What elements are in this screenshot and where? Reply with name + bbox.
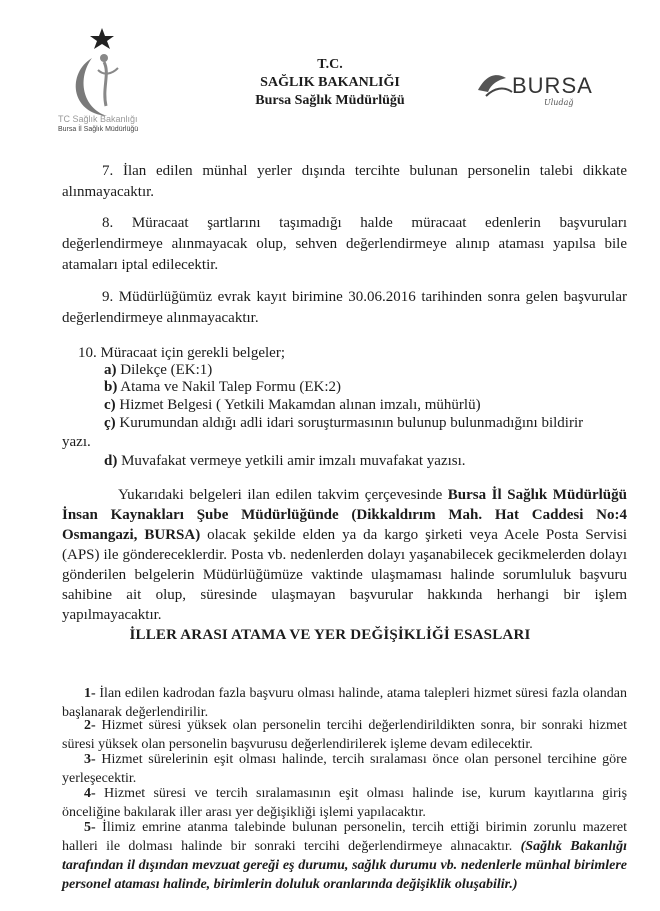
required-doc-cc-continuation: yazı.: [62, 434, 91, 450]
required-doc-cc: ç) Kurumundan aldığı adli idari soruşturmasının bulunup bulunmadığını bildirir: [104, 415, 584, 431]
bursa-logo-tagline: Uludağ: [544, 98, 574, 107]
header-tc: T.C.: [317, 57, 343, 72]
required-doc-b: b) Atama ve Nakil Talep Formu (EK:2): [104, 379, 341, 395]
bursa-logo: [476, 70, 596, 110]
rule-4: 4- Hizmet süresi ve tercih sıralamasının eşit olması halinde ise, kurum kayıtlarına giriş önceliğine bakılarak iller arası yer değişikliği işlemi yapılacaktır.: [62, 786, 628, 820]
rule-5: 5- İlimiz emrine atanma talebinde bulunan personelin, tercih ettiği birimin zorunlu mazeret halleri ile dolması halinde bir sonraki tercihi değerlendirmeye alınacaktır. (Sağlık Bakanlığı tarafından il dışından mevzuat gereği eş durumu, sağlık durumu vb. nedenlerle münhal birimlere personel ataması halinde, birimlerin doluluk oranlarında değişiklik oluşabilir.): [62, 820, 627, 892]
section-title: İLLER ARASI ATAMA VE YER DEĞİŞİKLİĞİ ESASLARI: [129, 627, 531, 643]
logo-text-directorate: Bursa İl Sağlık Müdürlüğü: [58, 126, 139, 133]
header-ministry: SAĞLIK BAKANLIĞI: [260, 75, 400, 90]
rule-3: 3- Hizmet sürelerinin eşit olması halinde, tercih sıralaması önce olan personel tercihine göre yerleşecektir.: [62, 752, 628, 786]
bursa-emblem-icon: [476, 70, 514, 100]
paragraph-10-title: 10. Müracaat için gerekli belgeler;: [78, 345, 285, 361]
bursa-logo-text: BURSA: [512, 73, 593, 98]
required-doc-a: a) Dilekçe (EK:1): [104, 362, 213, 378]
paragraph-8: 8. Müracaat şartlarını taşımadığı halde müracaat edenlerin başvuruları değerlendirmeye alınmayacak olup, sehven değerlendirmeye alınıp ataması yapılsa bile atamaları iptal edilecektir.: [62, 215, 627, 273]
rule-5-emphasis: (Sağlık Bakanlığı tarafından il dışından mevzuat gereği eş durumu, sağlık durumu vb. nedenlerle münhal birimlere personel ataması halinde, birimlerin doluluk oranlarında değişiklik oluşabilir.): [62, 839, 627, 892]
logo-text-ministry: TC Sağlık Bakanlığı: [58, 114, 138, 124]
rule-2: 2- Hizmet süresi yüksek olan personelin tercihi değerlendirildikten sonra, bir sonraki hizmet süresi yüksek olan personelin başvurusu değerlendirilerek işleme devam edilecektir.: [62, 718, 627, 752]
submission-address: Bursa İl Sağlık Müdürlüğü İnsan Kaynakları Şube Müdürlüğünde (Dikkaldırım Mah. Hat Caddesi No:4 Osmangazi, BURSA): [62, 487, 627, 543]
header-directorate: Bursa Sağlık Müdürlüğü: [255, 93, 405, 108]
rule-1: 1- İlan edilen kadrodan fazla başvuru olması halinde, atama talepleri hizmet süresi fazla olandan başlanarak değerlendirilir.: [62, 686, 628, 720]
paragraph-9: 9. Müdürlüğümüz evrak kayıt birimine 30.06.2016 tarihinden sonra gelen başvurular değerlendirmeye alınmayacaktır.: [62, 289, 627, 326]
required-doc-c: c) Hizmet Belgesi ( Yetkili Makamdan alınan imzalı, mühürlü): [104, 397, 481, 413]
submission-paragraph: Yukarıdaki belgeleri ilan edilen takvim çerçevesinde Bursa İl Sağlık Müdürlüğü İnsan Kaynakları Şube Müdürlüğünde (Dikkaldırım Mah. Hat Caddesi No:4 Osmangazi, BURSA) olacak şekilde elden ya da kargo şirketi veya Acele Posta Servisi (APS) ile göndereceklerdir. Posta vb. nedenlerden dolayı yaşanabilecek gecikmelerden dolayı gönderilen belgelerin Müdürlüğümüze vaktinde ulaşmaması halinde sorumluluk başvuru sahibine ait olup, süresinde ulaşmayan başvurular hakkında herhangi bir işlem yapılmayacaktır.: [62, 487, 627, 623]
paragraph-7: 7. İlan edilen münhal yerler dışında tercihte bulunan personelin talebi dikkate alınmayacaktır.: [62, 163, 627, 200]
required-doc-d: d) Muvafakat vermeye yetkili amir imzalı muvafakat yazısı.: [104, 453, 466, 469]
